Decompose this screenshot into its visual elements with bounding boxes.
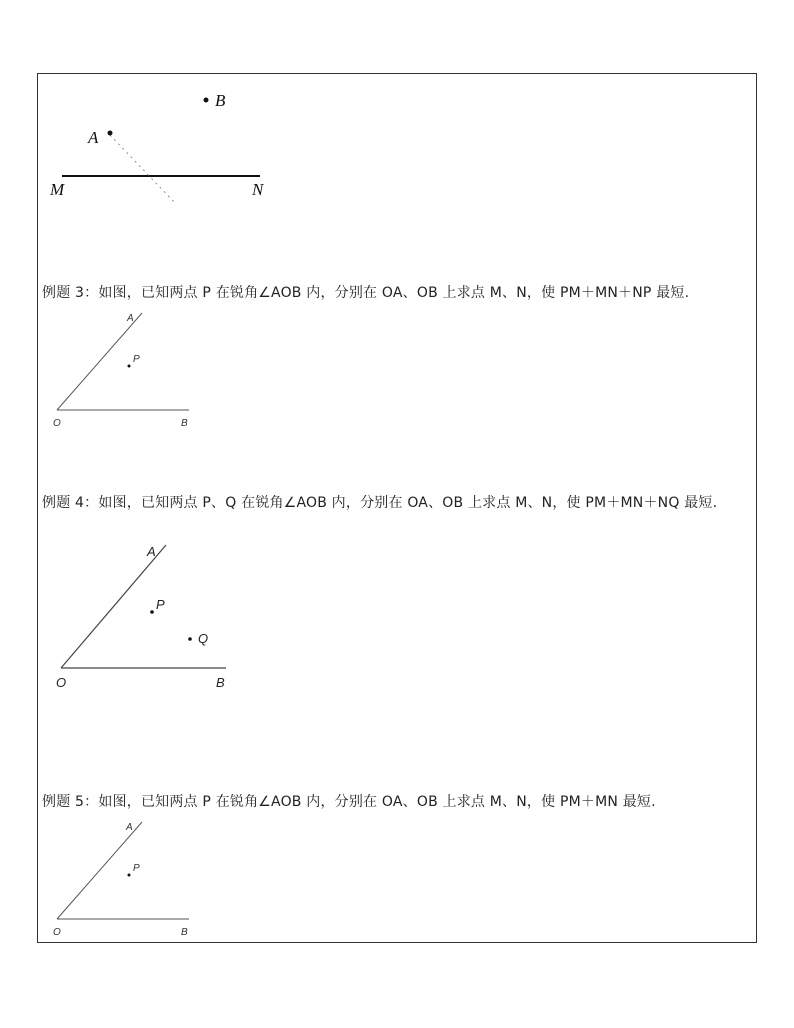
label-a: A [127,313,134,324]
ray-oa [57,822,142,919]
point-p [128,874,131,877]
label-a: A [147,544,156,559]
label-p: P [133,354,140,365]
label-n: N [252,180,264,199]
problem-3-text: 例题 3：如图，已知两点 P 在锐角∠AOB 内，分别在 OA、OB 上求点 M、N，使 PM＋MN＋NP 最短. [42,285,690,301]
label-q: Q [198,631,209,646]
label-b: B [216,675,225,690]
label-b: B [181,418,188,429]
label-a: A [88,128,99,147]
label-b: B [181,927,188,938]
label-p: P [156,597,165,612]
label-o: O [53,418,61,429]
label-o: O [53,927,61,938]
label-b: B [215,91,226,110]
label-a: A [126,822,133,833]
label-o: O [56,675,67,690]
problem-4-text: 例题 4：如图，已知两点 P、Q 在锐角∠AOB 内，分别在 OA、OB 上求点 M、N，使 PM＋MN＋NQ 最短. [42,495,718,511]
problem-5-text: 例题 5：如图，已知两点 P 在锐角∠AOB 内，分别在 OA、OB 上求点 M、N，使 PM＋MN 最短. [42,794,656,810]
label-p: P [133,863,140,874]
label-m: M [50,180,65,199]
